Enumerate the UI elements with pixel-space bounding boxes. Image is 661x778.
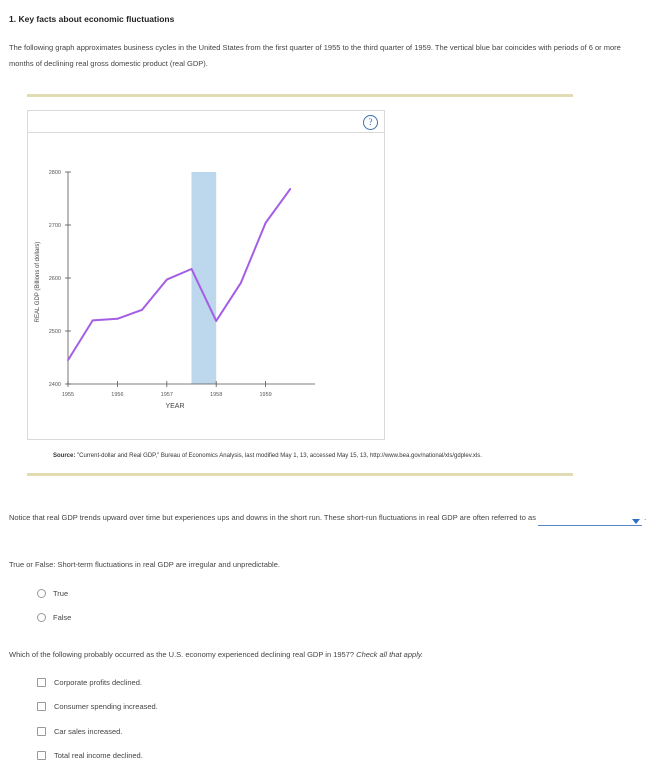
checkbox-label-profits: Corporate profits declined. [54,678,142,687]
bottom-divider [27,473,573,476]
checkbox-option-4[interactable] [37,751,143,760]
x-tick-label: 1959 [259,392,272,398]
x-tick-label: 1958 [210,392,223,398]
y-tick-label: 2800 [48,170,61,176]
gdp-point [117,318,119,320]
gdp-point [265,222,267,224]
radio-false[interactable] [37,613,46,622]
radio-option-true[interactable] [37,589,68,598]
gdp-point [92,320,94,322]
question-title: 1. Key facts about economic fluctuations [9,14,175,24]
gdp-point [191,268,193,270]
dropdown-arrow-icon[interactable] [632,519,640,524]
x-axis-label: YEAR [165,403,185,410]
radio-label-false: False [53,613,72,622]
q3-hint: Check all that apply. [356,650,424,659]
help-icon[interactable]: ? [363,115,378,130]
checkbox-option-3[interactable] [37,727,122,736]
checkbox-car-sales[interactable] [37,727,46,736]
radio-label-true: True [53,589,69,598]
source-text: "Current-dollar and Real GDP," Bureau of Economics Analysis, last modified May 1, 13, accessed May 15, 13, http://www.bea.gov/national/xls/gdplev.xls. [75,453,482,459]
y-tick-label: 2700 [48,223,61,229]
checkbox-income[interactable] [37,751,46,760]
q1-text-end: . [644,513,647,522]
radio-option-false[interactable] [37,613,71,622]
y-tick-label: 2500 [48,329,61,335]
y-tick-label: 2400 [48,382,61,388]
checkbox-label-income: Total real income declined. [54,751,143,760]
q2-prompt: True or False: Short-term fluctuations in real GDP are irregular and unpredictable. [9,560,280,569]
gdp-point [215,320,217,322]
checkbox-profits[interactable] [37,678,46,687]
checkbox-label-car-sales: Car sales increased. [54,727,123,736]
gdp-point [166,279,168,281]
fluctuation-term-dropdown[interactable] [538,516,642,526]
source-citation [53,453,482,459]
x-tick-label: 1957 [160,392,173,398]
gdp-point [240,282,242,284]
question-3 [9,650,423,659]
y-axis-label: REAL GDP (Billions of dollars) [35,241,41,323]
intro-text: The following graph approximates business cycles in the United States from the first quarter of 1955 to the third quarter of 1959. The vertical blue bar coincides with periods of 6 or more months of declining real gross domestic product (real GDP). [9,43,621,68]
gdp-chart [27,110,383,438]
gdp-line [68,189,290,360]
x-tick-label: 1955 [61,392,75,398]
y-tick-label: 2600 [48,276,61,282]
question-1 [9,510,649,526]
radio-true[interactable] [37,589,46,598]
gdp-point [141,309,143,311]
checkbox-label-spending: Consumer spending increased. [54,702,158,711]
source-label: Source: [53,453,76,459]
checkbox-option-2[interactable] [37,702,158,711]
checkbox-option-1[interactable] [37,678,142,687]
q1-text: Notice that real GDP trends upward over time but experiences ups and downs in the short run. These short-run fluctuations in real GDP are often referred to as [9,513,536,522]
gdp-point [289,188,291,190]
q3-prompt: Which of the following probably occurred as the U.S. economy experienced declining real GDP in 1957? [9,650,355,659]
x-tick-label: 1956 [111,392,124,398]
checkbox-spending[interactable] [37,702,46,711]
top-divider [27,94,573,97]
gdp-point [67,359,69,361]
